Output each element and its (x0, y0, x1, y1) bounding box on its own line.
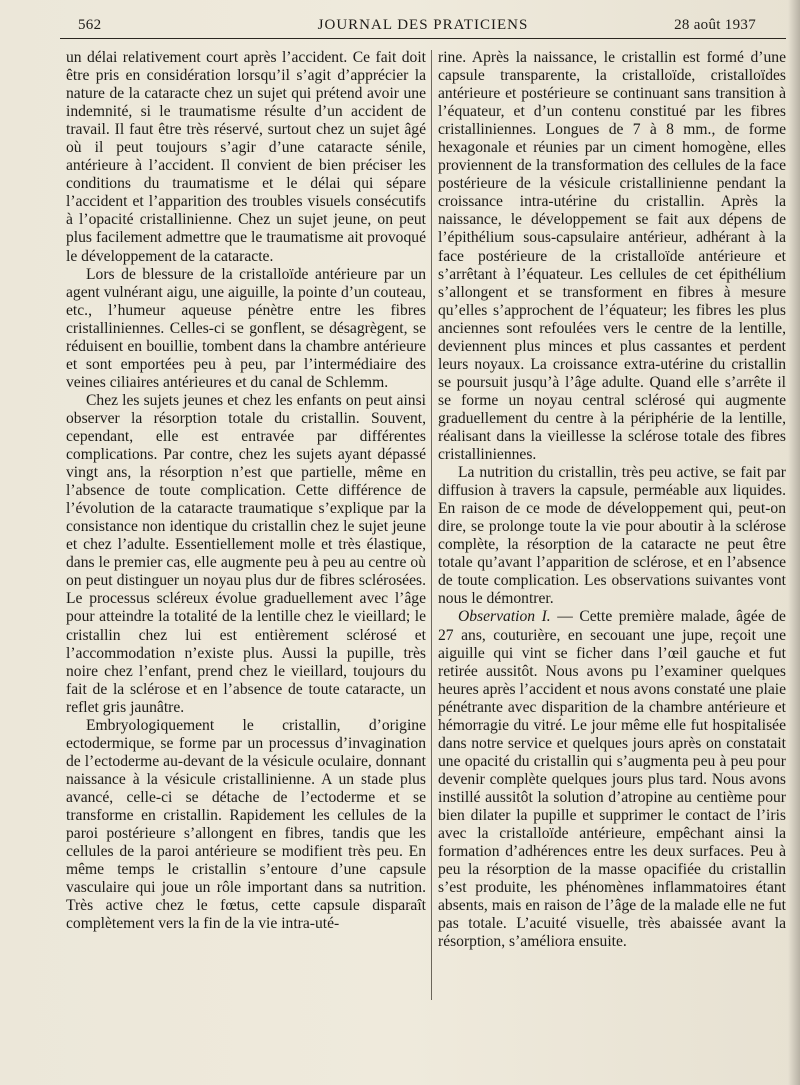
page-number: 562 (78, 17, 102, 33)
header-rule (60, 38, 786, 39)
left-paragraph-4: Embryologiquement le cristallin, d’origine ectodermique, se forme par un processus d’invagination de l’ectoderme au-devant de la vésicule oculaire, donnant naissance à la vésicule cristallinienne. A un stade plus avancé, celle-ci se détache de l’ectoderme et se transforme en cristallin. Rapidement les cellules de la paroi postérieure s’allongent en fibres, tandis que les cellules de la paroi antérieure se modifient très peu. En même temps le cristallin s’entoure d’une capsule vasculaire qui joue un rôle important dans sa nutrition. Très active chez le fœtus, cette capsule disparaît complètement vers la fin de la vie intra-uté- (66, 716, 426, 933)
page-header (60, 17, 786, 37)
issue-date: 28 août 1937 (674, 17, 756, 33)
left-paragraph-2: Lors de blessure de la cristalloïde antérieure par un agent vulnérant aigu, une aiguille, la pointe d’un couteau, etc., l’humeur aqueuse pénètre entre les fibres cristalliniennes. Celles-ci se gonflent, se désagrègent, se réduisent en bouillie, tombent dans la chambre antérieure et sont emportées peu à peu, par l’intermédiaire des veines ciliaires antérieures et du canal de Schlemm. (66, 265, 426, 391)
right-column (438, 49, 786, 951)
observation-title: Observation I. (458, 608, 551, 626)
left-paragraph-3: Chez les sujets jeunes et chez les enfants on peut ainsi observer la résorption totale du cristallin. Souvent, cependant, elle est entravée par différentes complications. Par contre, chez les sujets ayant dépassé vingt ans, la résorption n’est que partielle, même en l’absence de toute complication. Cette différence de l’évolution de la cataracte traumatique s’explique par la consistance non identique du cristallin chez le sujet jeune et chez l’adulte. Essentiellement molle et très élastique, dans le premier cas, elle augmente peu à peu au centre où on peut distinguer un noyau plus dur de fibres sclérosées. Le processus scléreux évolue graduellement avec l’âge pour atteindre la totalité de la lentille chez le vieillard; le cristallin chez lui est entièrement sclérosé et l’accommodation n’existe plus. Aussi la pupille, très noire chez l’enfant, prend chez le vieillard, toujours du fait de la sclérose et en l’absence de toute cataracte, un reflet gris jaunâtre. (66, 391, 426, 716)
right-paragraph-2: La nutrition du cristallin, très peu active, se fait par diffusion à travers la capsule, perméable aux liquides. En raison de ce mode de développement qui, peut-on dire, se prolonge toute la vie pour aboutir à la sclérose complète, la résorption de la cataracte ne peut être totale qu’avant l’apparition de sclérose, et en l’absence de toute complication. Les observations suivantes vont nous le démontrer. (438, 464, 786, 608)
page-edge-shadow (788, 0, 800, 1085)
journal-title: JOURNAL DES PRATICIENS (317, 17, 529, 33)
right-paragraph-1: rine. Après la naissance, le cristallin est formé d’une capsule transparente, la cristalloïde, cristalloïdes antérieure et postérieure se continuant sans transition à l’équateur, et d’un contenu constitué par les fibres cristalliniennes. Longues de 7 à 8 mm., de forme hexagonale et réunies par un ciment homogène, elles proviennent de la transformation des cellules de la face postérieure de la vésicule cristallinienne pendant la croissance intra-utérine du cristallin. Après la naissance, le développement se fait aux dépens de l’épithélium sous-capsulaire antérieur, adhérant à la face postérieure de la cristalloïde antérieure et s’arrêtant à l’équateur. Les cellules de cet épithélium s’allongent et se transforment en fibres à mesure qu’elles s’approchent de l’équateur; les fibres les plus anciennes sont refoulées vers le centre de la lentille, deviennent plus minces et plus cassantes et perdent leurs noyaux. La croissance extra-utérine du cristallin se poursuit jusqu’à l’âge adulte. Quand elle s’arrête il se forme un noyau central sclérosé qui augmente graduellement du centre à la périphérie de la lentille, réalisant dans la vieillesse la sclérose totale des fibres cristalliniennes. (438, 49, 786, 464)
column-divider (431, 50, 432, 1000)
observation-paragraph (438, 608, 786, 951)
left-paragraph-1: un délai relativement court après l’accident. Ce fait doit être pris en considération lorsqu’il s’agit d’apprécier la nature de la cataracte chez un sujet qui prétend avoir une indemnité, si le traumatisme résulte d’un accident de travail. Il faut être très réservé, surtout chez un sujet âgé où il peut toujours s’agir d’une cataracte sénile, antérieure à l’accident. Il convient de bien préciser les conditions du traumatisme et le délai qui sépare l’accident et l’apparition des troubles visuels consécutifs à l’opacité cristallinienne. Chez un sujet jeune, on peut plus facilement admettre que le traumatisme ait provoqué le développement de la cataracte. (66, 49, 426, 265)
observation-text: — Cette première malade, âgée de 27 ans, couturière, en secouant une jupe, reçoit une aiguille qui vint se ficher dans l’œil gauche et fut retirée aussitôt. Nous avons pu l’examiner quelques heures après l’accident et nous avons constaté une plaie pénétrante avec disparition de la chambre antérieure et hémorragie du vitré. Le jour même elle fut hospitalisée dans notre service et quelques jours après on constatait une opacité du cristallin qui s’augmenta peu à peu pour devenir complète quelques jours plus tard. Nous avons instillé aussitôt la solution d’atropine au centième pour bien dilater la pupille et supprimer le contact de l’iris avec la cristalloïde antérieure, empêchant ainsi la formation d’adhérences entre les deux surfaces. Peu à peu la résorption de la masse opacifiée du cristallin s’est produite, les phénomènes inflammatoires étant absents, mais en raison de l’âge de la malade elle ne fut pas totale. L’acuité visuelle, très abaissée avant la résorption, s’améliora ensuite. (438, 608, 786, 951)
left-column (66, 49, 426, 933)
